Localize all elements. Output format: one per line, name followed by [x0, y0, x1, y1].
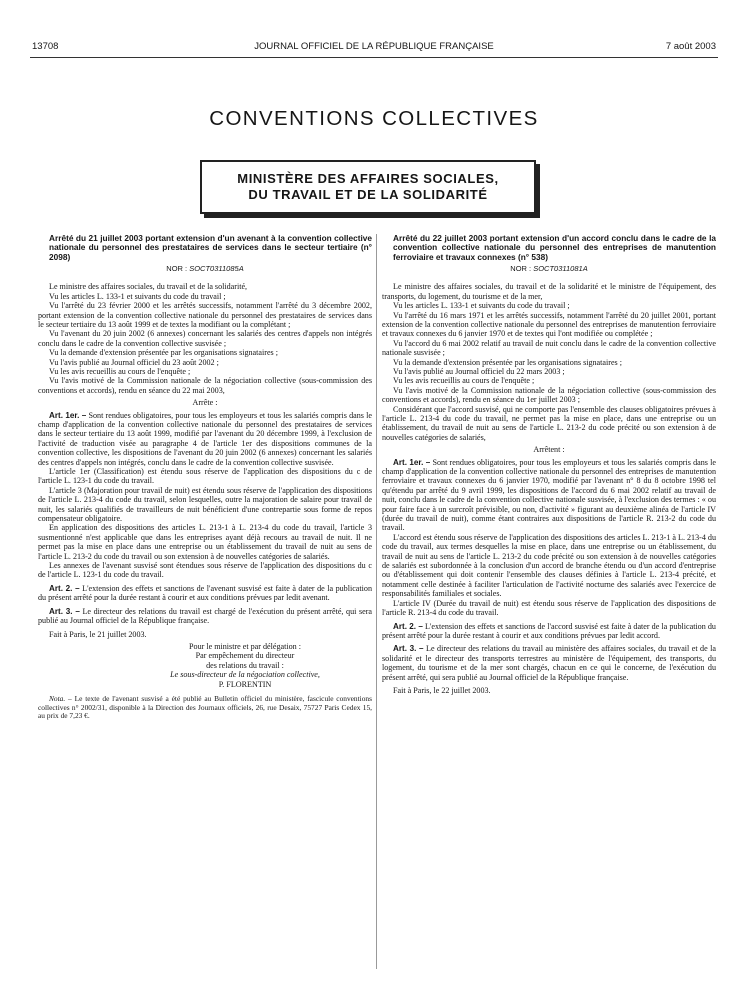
section-title: CONVENTIONS COLLECTIVES [209, 107, 539, 130]
signature-line: Le sous-directeur de la négociation collective, [170, 670, 320, 680]
intro-paragraph: Vu la demande d'extension présentée par les organisations signataires ; [393, 357, 622, 367]
signature-block [118, 642, 372, 689]
nor-code: SOCT0311081A [533, 263, 588, 273]
intro-paragraph: Vu l'accord du 6 mai 2002 relatif au travail de nuit conclu dans le cadre de la convention collective nationale susvisée ; [382, 338, 716, 358]
article-3-paragraph [38, 607, 372, 626]
article-2-label: Art. 2. – [393, 621, 423, 631]
decree-right-column [382, 234, 716, 969]
nor-label: NOR : [166, 263, 188, 273]
article-1-label: Art. 1er. – [49, 410, 87, 420]
column-divider [376, 234, 377, 969]
intro-paragraph: Vu les avis recueillis au cours de l'enquête ; [49, 366, 191, 376]
ministry-line-2: DU TRAVAIL ET DE LA SOLIDARITÉ [248, 187, 488, 202]
header-rule [30, 57, 718, 58]
article-3-text: Le directeur des relations du travail au ministère des affaires sociales, du travail et de la solidarité et le directeur des transports terrestres au ministère de l'équipement, des transports, du logement, du tourisme et de la mer sont chargés, chacun en ce qui le concerne, de l'exécution du présent arrêté, qui sera publié au Journal officiel de la République française. [382, 644, 716, 682]
arrete-heading: Arrêtent : [533, 445, 565, 455]
article-1-paragraph: L'article 3 (Majoration pour travail de nuit) est étendu sous réserve de l'application des dispositions de l'article L. 213-4 du code du travail, selon lesquelles, outre la majoration de salaire pour travail de nuit, les salariés qualifiés de travailleurs de nuit bénéficient d'une contrepartie sous forme de repos compensateur obligatoire. [38, 485, 372, 524]
intro-paragraph: Vu l'arrêté du 16 mars 1971 et les arrêtés successifs, notamment l'arrêté du 20 juillet 2001, portant extension de la convention collective nationale du personnel des entreprises de manutention ferroviaire et travaux connexes du 6 janvier 1970 et de textes qui l'ont modifiée ou complétée ; [382, 310, 716, 339]
article-3-label: Art. 3. – [49, 606, 80, 616]
running-header [32, 41, 716, 55]
page-number: 13708 [32, 41, 59, 52]
issue-date: 7 août 2003 [665, 41, 716, 52]
decree-left-column [38, 234, 372, 969]
intro-paragraph: Vu l'avis publié au Journal officiel du 23 août 2002 ; [49, 357, 219, 367]
article-2-paragraph [382, 622, 716, 641]
article-1-paragraph [38, 411, 372, 467]
article-1-paragraph: Les annexes de l'avenant susvisé sont étendues sous réserve de l'application des dispositions du c de l'article L. 123-1 du code du travail. [38, 561, 372, 580]
intro-paragraph: Vu l'avenant du 20 juin 2002 (6 annexes) concernant les salariés des centres d'appels non intégrés conclu dans le cadre de la convention collective susvisée ; [38, 329, 372, 348]
article-1-paragraph [382, 458, 716, 533]
intro-paragraph: Vu les articles L. 133-1 et suivants du code du travail ; [49, 291, 226, 301]
decree-title: Arrêté du 21 juillet 2003 portant extension d'un avenant à la convention collective nationale du personnel des prestataires de services dans le secteur tertiaire (n° 2098) [49, 234, 372, 262]
article-1-label: Art. 1er. – [393, 457, 431, 467]
decree-title: Arrêté du 22 juillet 2003 portant extension d'un accord conclu dans le cadre de la convention collective nationale du personnel des entreprises de manutention ferroviaire et travaux connexes (n° 538) [393, 234, 716, 262]
intro-paragraph: Vu l'avis motivé de la Commission nationale de la négociation collective (sous-commission des conventions et accords), rendu en séance du 1er juillet 2003 ; [382, 385, 716, 405]
article-2-paragraph [38, 584, 372, 603]
article-3-paragraph [382, 644, 716, 682]
article-2-text: L'extension des effets et sanctions de l'avenant susvisé est faite à dater de la publication du présent arrêté pour la durée restant à courir et aux conditions prévues par ledit avenant. [38, 583, 372, 603]
nor-code: SOCT0311085A [189, 263, 244, 273]
intro-paragraph: Vu l'avis motivé de la Commission nationale de la négociation collective (sous-commission des conventions et accords), rendu en séance du 22 mai 2003, [38, 376, 372, 395]
nor-reference [382, 264, 716, 273]
nota-label: Nota. – [49, 693, 72, 703]
done-at: Fait à Paris, le 21 juillet 2003. [49, 629, 147, 639]
nota [38, 695, 372, 721]
article-1-paragraph: L'article IV (Durée du travail de nuit) est étendu sous réserve de l'application des dispositions de l'article R. 213-4 du code du travail. [382, 598, 716, 618]
ministry-box [200, 160, 536, 214]
article-1-paragraph: En application des dispositions des articles L. 213-1 à L. 213-4 du code du travail, l'article 3 susmentionné n'est applicable que dans les entreprises ayant déjà recours au travail de nuit. Il ne permet pas la mise en place dans une entreprise ou un établissement du travail de nuit au sens de l'article L. 213-2 du code du travail ou son extension à de nouvelles catégories de salariés. [38, 523, 372, 561]
done-at: Fait à Paris, le 22 juillet 2003. [393, 685, 491, 695]
article-2-text: L'extension des effets et sanctions de l'accord susvisé est faite à dater de la publication du présent arrêté pour la durée restant à courir et aux conditions prévues par ledit accord. [382, 621, 716, 640]
article-3-text: Le directeur des relations du travail est chargé de l'exécution du présent arrêté, qui sera publié au Journal officiel de la République française. [38, 606, 372, 626]
intro-paragraph: Vu la demande d'extension présentée par les organisations signataires ; [49, 348, 278, 358]
signature-line: Pour le ministre et par délégation : [189, 641, 301, 651]
nor-reference [38, 264, 372, 273]
article-1-paragraph: L'article 1er (Classification) est étendu sous réserve de l'application des dispositions du c de l'article L. 123-1 du code du travail. [38, 467, 372, 486]
intro-paragraph: Vu les articles L. 133-1 et suivants du code du travail ; [393, 301, 570, 311]
article-2-label: Art. 2. – [49, 583, 80, 593]
intro-paragraph: Le ministre des affaires sociales, du travail et de la solidarité et le ministre de l'équipement, des transports, du logement, du tourisme et de la mer, [382, 282, 716, 301]
intro-paragraph: Le ministre des affaires sociales, du travail et de la solidarité, [49, 282, 248, 292]
article-1-paragraph: L'accord est étendu sous réserve de l'application des dispositions des articles L. 213-1 à L. 213-4 du code du travail, aux termes desquelles la mise en place, dans une entreprise ou un établissement, du travail de nuit au sens de l'article L. 213-2 du code précité ou son extension à de nouvelles catégories de salariés est subordonnée à la conclusion d'un accord de branche étendu ou d'un accord d'entreprise ou d'établissement qui doit contenir l'ensemble des clauses définies à l'article L. 213-4 précité, et notamment celle destinée à faciliter l'articulation de l'activité nocturne des salariés avec l'exercice de responsabilités familiales et sociales. [382, 532, 716, 599]
intro-paragraph: Vu l'arrêté du 23 février 2000 et les arrêtés successifs, notamment l'arrêté du 3 décembre 2002, portant extension de la convention collective nationale du personnel des prestataires de services dans le secteur tertiaire du 13 août 1999 et de textes la modifiant ou la complétant ; [38, 301, 372, 329]
article-1-text: Sont rendues obligatoires, pour tous les employeurs et tous les salariés compris dans le champ d'application de la convention collective nationale du personnel des prestataires de services dans le secteur tertiaire du 13 août 1999, modifié par l'avenant du 20 décembre 1999, à l'exclusion de l'activité de traduction visée au paragraphe 4 de l'article 1er des dispositions communes de la convention collective, les dispositions de l'avenant du 20 juin 2002 (6 annexes) concernant les salariés des centres d'appels non intégrés, conclu dans le cadre de la convention collective susvisée. [38, 410, 372, 467]
article-1-text: Sont rendues obligatoires, pour tous les employeurs et tous les salariés compris dans le champ d'application de la convention collective nationale du personnel des entreprises de manutention ferroviaire et travaux connexes du 6 janvier 1970, modifié par l'avenant n° 8 du 8 octobre 1998 tel qu'étendu par arrêté du 9 avril 1999, les dispositions de l'accord du 6 mai 2002 relatif au travail de nuit, conclu dans le cadre de la convention collective nationale susvisée, à l'exclusion des termes : « ou pour faire face à un surcroît prévisible, ou non, d'activité » figurant au deuxième alinéa de l'article IV (durée du travail de nuit), comme étant contraires aux dispositions de l'article R. 213-2 du code du travail. [382, 457, 716, 533]
intro-paragraph: Vu l'avis publié au Journal officiel du 22 mars 2003 ; [393, 366, 565, 376]
intro-paragraph: Considérant que l'accord susvisé, qui ne comporte pas l'ensemble des clauses obligatoires prévues à l'article L. 213-4 du code du travail, ne permet pas la mise en place, dans une entreprise ou un établissement, du travail de nuit au sens de l'article L. 213-2 du code précité ou son extension à de nouvelles catégories de salariés, [382, 404, 716, 442]
signature-line: Par empêchement du directeur [195, 651, 295, 661]
nota-text: Le texte de l'avenant susvisé a été publié au Bulletin officiel du ministère, fascicule conventions collectives n° 2002/31, disponible à la Direction des Journaux officiels, 26, rue Desaix, 75727 Paris Cedex 15, au prix de 7,23 €. [38, 693, 372, 721]
signature-line: des relations du travail : [206, 660, 284, 670]
intro-paragraph: Vu les avis recueillis au cours de l'enquête ; [393, 376, 535, 386]
ministry-line-1: MINISTÈRE DES AFFAIRES SOCIALES, [237, 171, 499, 186]
nor-label: NOR : [510, 263, 532, 273]
arrete-heading: Arrête : [192, 398, 218, 408]
article-3-label: Art. 3. – [393, 644, 424, 654]
signatory-name: P. FLORENTIN [218, 679, 272, 689]
journal-title: JOURNAL OFFICIEL DE LA RÉPUBLIQUE FRANÇAISE [254, 41, 494, 52]
